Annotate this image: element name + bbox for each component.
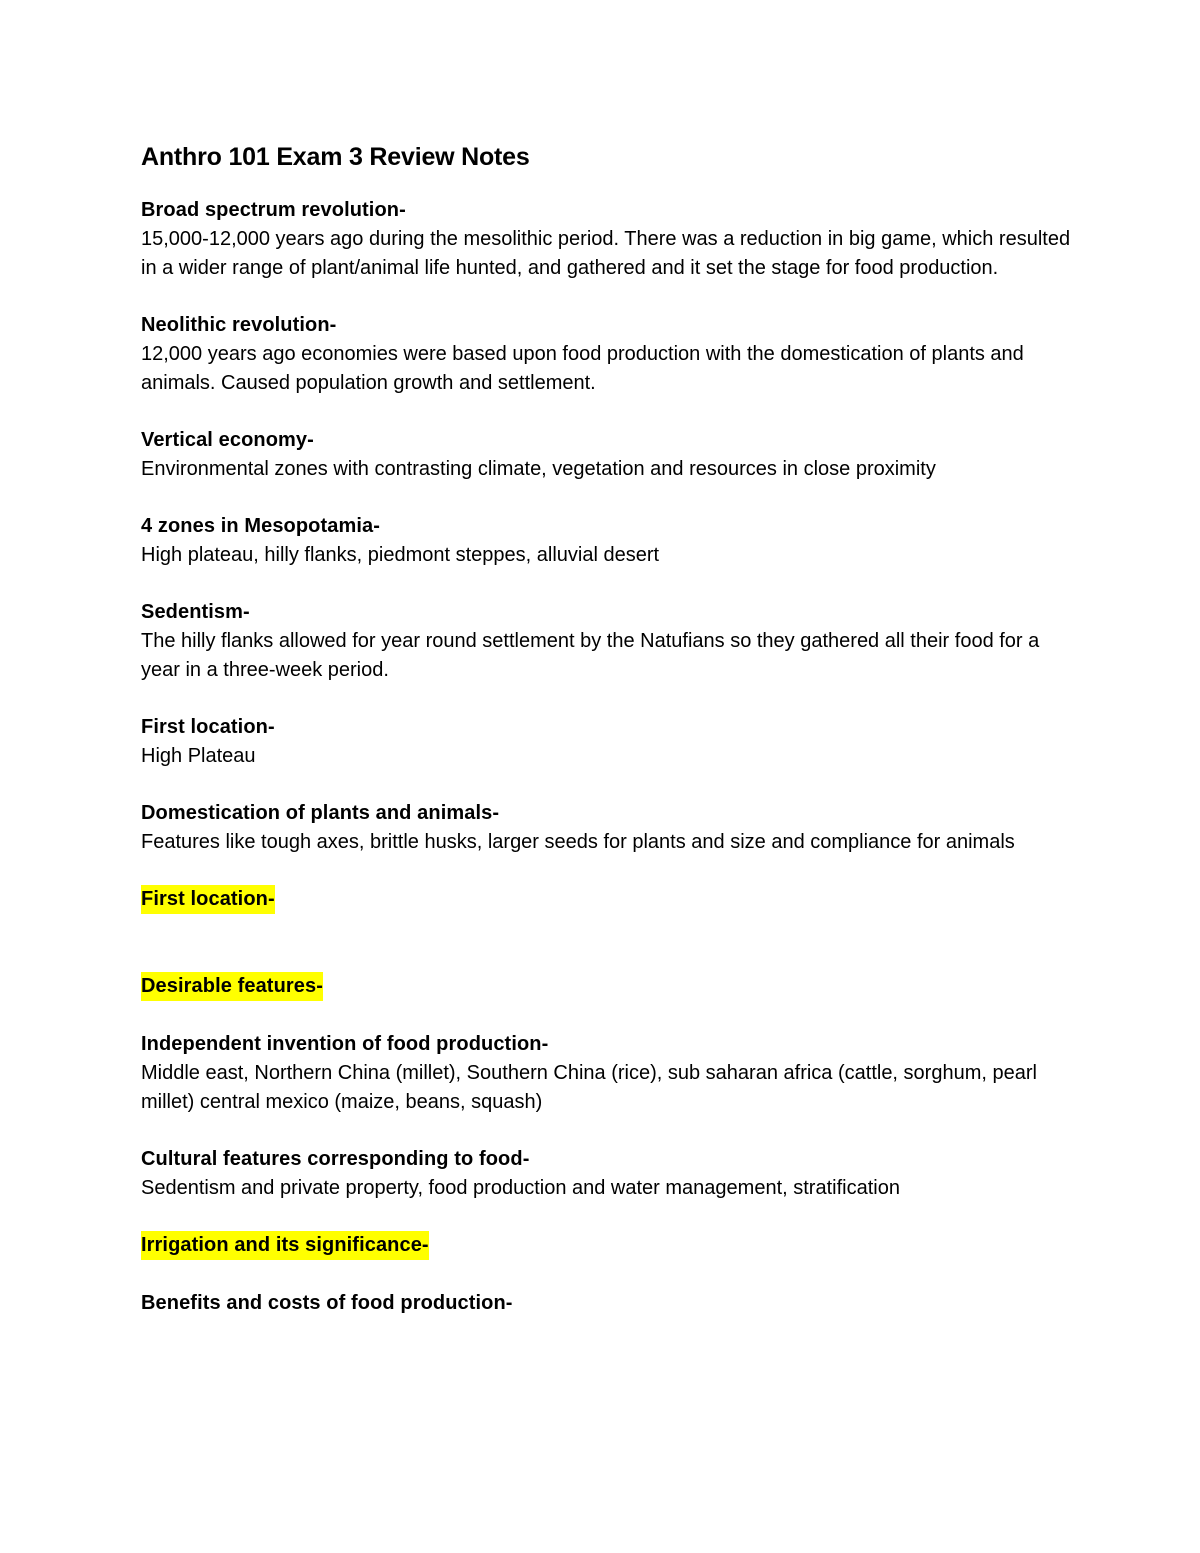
heading-text: 4 zones in Mesopotamia- bbox=[141, 515, 381, 537]
section-heading bbox=[141, 885, 1071, 914]
heading-text: Vertical economy- bbox=[141, 429, 314, 451]
section-heading bbox=[141, 1289, 1071, 1318]
section-heading bbox=[141, 713, 1071, 742]
section-heading bbox=[141, 1030, 1071, 1059]
section-body: Sedentism and private property, food production and water management, stratification bbox=[141, 1177, 900, 1199]
section-heading bbox=[141, 1231, 1071, 1260]
heading-text: Independent invention of food production- bbox=[141, 1033, 549, 1055]
section-4-zones-mesopotamia bbox=[141, 512, 1071, 570]
document-page bbox=[141, 140, 1071, 1347]
section-body: High plateau, hilly flanks, piedmont steppes, alluvial desert bbox=[141, 544, 660, 566]
section-neolithic-revolution bbox=[141, 311, 1071, 398]
section-heading bbox=[141, 426, 1071, 455]
heading-text: Cultural features corresponding to food- bbox=[141, 1148, 530, 1170]
section-heading bbox=[141, 972, 1071, 1001]
section-first-location bbox=[141, 713, 1071, 771]
heading-text: Desirable features- bbox=[141, 972, 323, 1001]
section-sedentism bbox=[141, 598, 1071, 685]
section-heading bbox=[141, 1145, 1071, 1174]
section-irrigation bbox=[141, 1231, 1071, 1260]
section-body: 15,000-12,000 years ago during the mesolithic period. There was a reduction in big game, which resulted in a wider range of plant/animal life hunted, and gathered and it set the stage for food production. bbox=[141, 228, 1071, 279]
section-heading bbox=[141, 799, 1071, 828]
section-desirable-features bbox=[141, 972, 1071, 1001]
heading-text: Irrigation and its significance- bbox=[141, 1231, 429, 1260]
section-heading bbox=[141, 311, 1071, 340]
section-body: High Plateau bbox=[141, 745, 256, 767]
section-broad-spectrum-revolution bbox=[141, 196, 1071, 283]
heading-text: Sedentism- bbox=[141, 601, 250, 623]
section-benefits-costs bbox=[141, 1289, 1071, 1318]
section-body: Middle east, Northern China (millet), Southern China (rice), sub saharan africa (cattle, sorghum, pearl millet) central mexico (maize, beans, squash) bbox=[141, 1062, 1037, 1113]
section-cultural-features bbox=[141, 1145, 1071, 1203]
section-body: The hilly flanks allowed for year round settlement by the Natufians so they gathered all their food for a year in a three-week period. bbox=[141, 630, 1040, 681]
section-independent-invention bbox=[141, 1030, 1071, 1117]
section-heading bbox=[141, 598, 1071, 627]
section-heading bbox=[141, 196, 1071, 225]
heading-text: Benefits and costs of food production- bbox=[141, 1292, 513, 1314]
section-vertical-economy bbox=[141, 426, 1071, 484]
section-body: Environmental zones with contrasting climate, vegetation and resources in close proximity bbox=[141, 458, 936, 480]
section-heading bbox=[141, 512, 1071, 541]
section-domestication bbox=[141, 799, 1071, 857]
heading-text: Broad spectrum revolution- bbox=[141, 199, 406, 221]
heading-text: First location- bbox=[141, 716, 275, 738]
heading-text: Neolithic revolution- bbox=[141, 314, 337, 336]
heading-text: Domestication of plants and animals- bbox=[141, 802, 500, 824]
heading-text: First location- bbox=[141, 885, 275, 914]
section-first-location-highlighted bbox=[141, 885, 1071, 914]
section-body: 12,000 years ago economies were based upon food production with the domestication of plants and animals. Caused population growth and settlement. bbox=[141, 343, 1024, 394]
section-body: Features like tough axes, brittle husks, larger seeds for plants and size and compliance for animals bbox=[141, 831, 1015, 853]
document-title: Anthro 101 Exam 3 Review Notes bbox=[141, 143, 530, 171]
